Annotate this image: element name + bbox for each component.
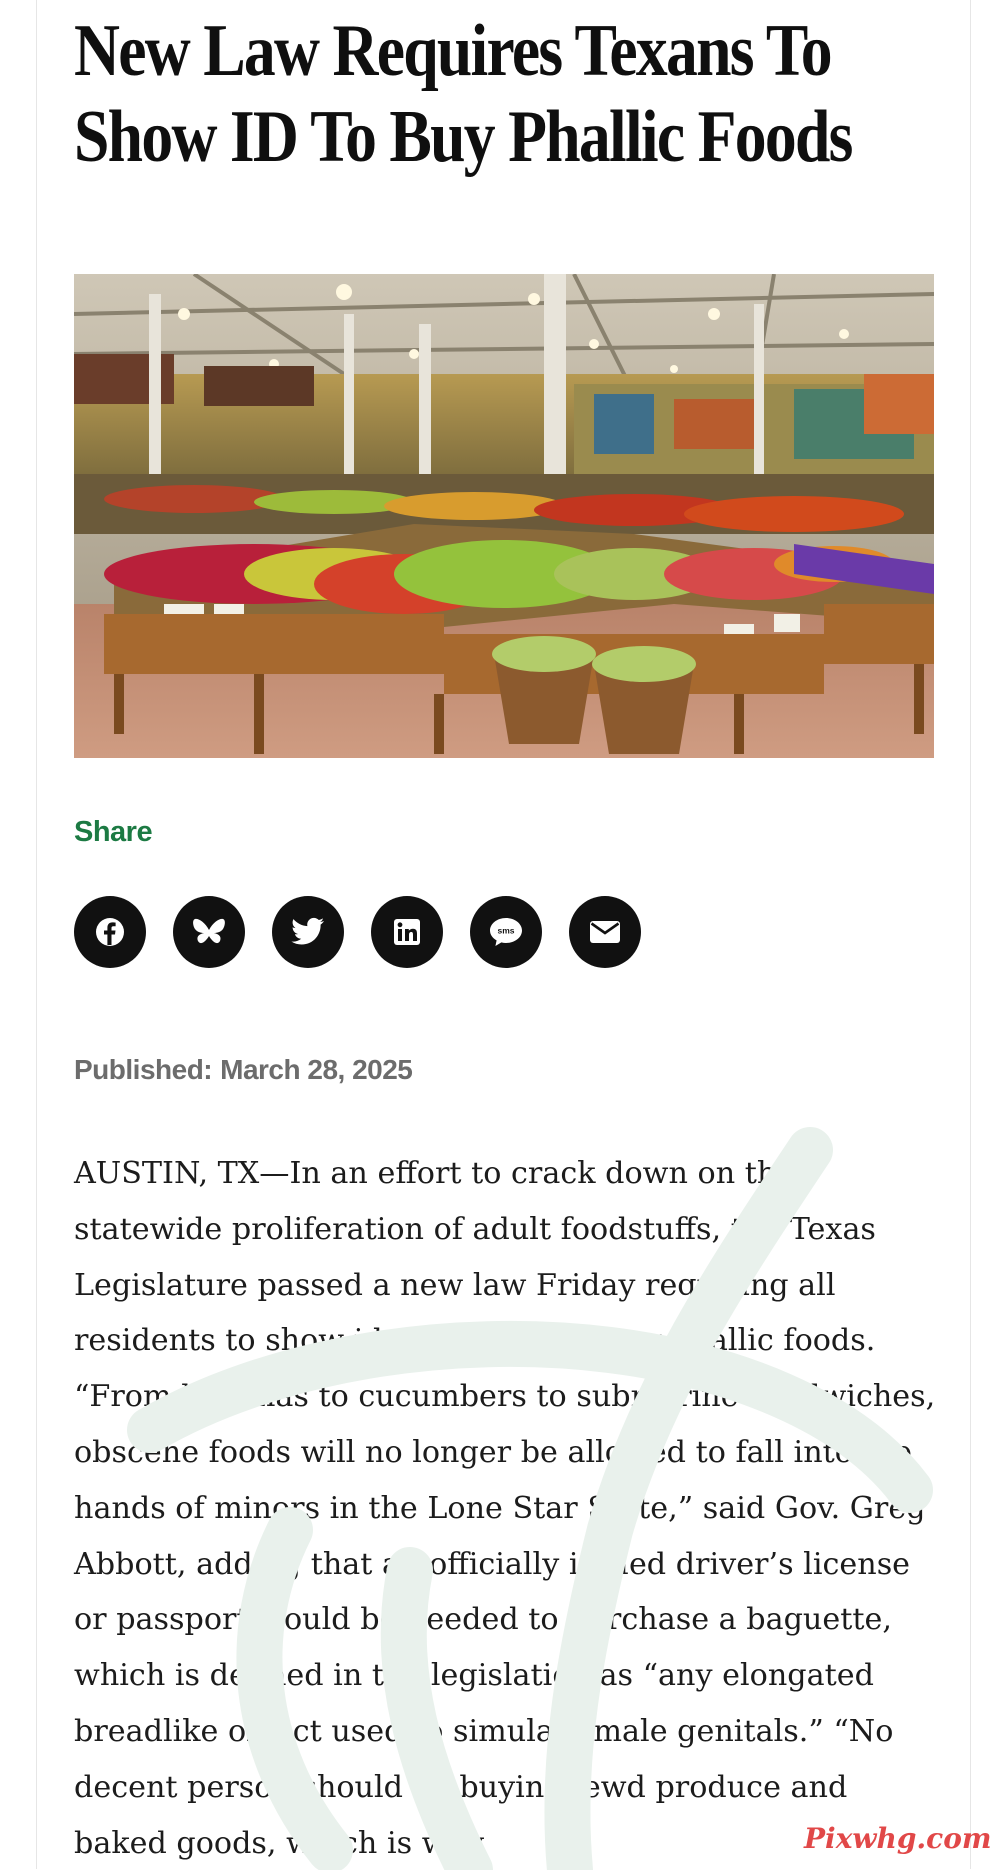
grocery-produce-photo [74, 274, 934, 758]
published-label: Published: [74, 1054, 213, 1085]
sms-icon [488, 916, 524, 948]
bluesky-icon [192, 916, 226, 948]
facebook-icon [94, 916, 126, 948]
published-line [74, 1054, 412, 1086]
article-body: AUSTIN, TX—In an effort to crack down on the statewide proliferation of adult foodstuffs, the Texas Legislature passed a new law Friday requiring all residents to show identification to buy phallic foods. “From bananas to cucumbers to submarine sandwiches, obscene foods will no longer be allowed to fall into the hands of minors in the Lone Star State,” said Gov. Greg Abbott, adding that an officially issued driver’s license or passport would be needed to purchase a baguette, which is defined in the legislation as “any elongated breadlike object used to simulate male genitals.” “No decent person should be buying lewd produce and baked goods, which is why [74, 1156, 936, 1861]
linkedin-icon [393, 918, 421, 946]
email-icon [589, 919, 621, 945]
article-headline [74, 8, 934, 180]
linkedin-share-button[interactable] [371, 896, 443, 968]
headline-line-1: New Law Requires Texans To [74, 10, 831, 92]
facebook-share-button[interactable] [74, 896, 146, 968]
bluesky-share-button[interactable] [173, 896, 245, 968]
published-date: March 28, 2025 [220, 1054, 413, 1085]
twitter-share-button[interactable] [272, 896, 344, 968]
background-logo-watermark [90, 1110, 950, 1870]
twitter-icon [291, 917, 325, 947]
sms-share-button[interactable] [470, 896, 542, 968]
page-left-border [36, 0, 37, 1869]
share-buttons [74, 896, 641, 968]
email-share-button[interactable] [569, 896, 641, 968]
site-watermark: Pixwhg.com [804, 1822, 992, 1855]
page-right-border [970, 0, 971, 1869]
headline-line-2: Show ID To Buy Phallic Foods [74, 96, 852, 178]
share-label: Share [74, 816, 153, 848]
sms-glyph-text: sms [497, 925, 515, 936]
hero-image [74, 274, 934, 758]
